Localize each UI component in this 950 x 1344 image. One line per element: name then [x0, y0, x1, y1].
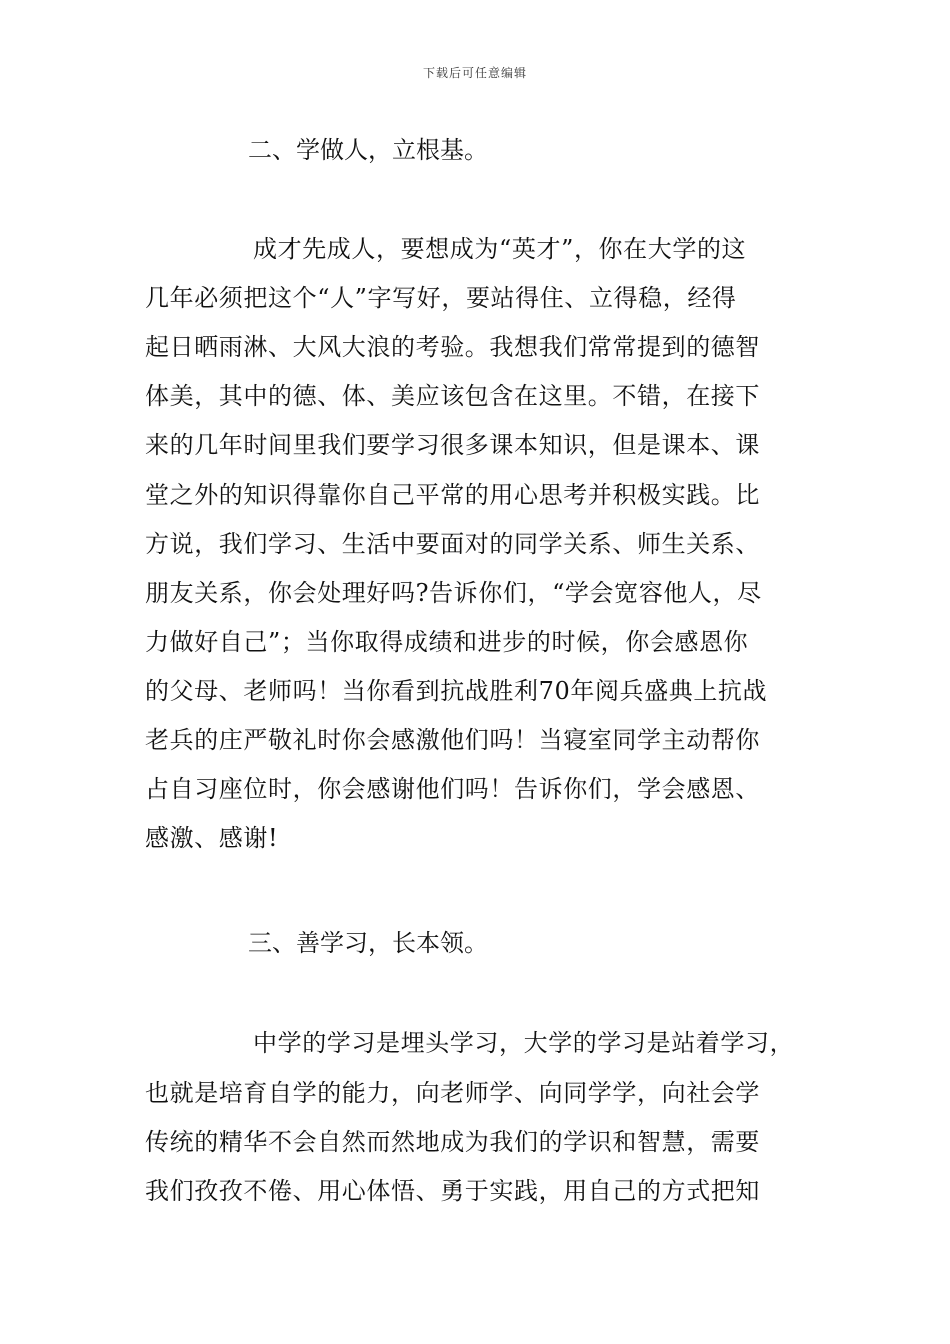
paragraph-line: 占自习座位时，你会感谢他们吗！告诉你们，学会感恩、	[145, 775, 760, 803]
paragraph-line: 的父母、老师吗！当你看到抗战胜利70年阅兵盛典上抗战	[145, 677, 768, 705]
paragraph-line: 感激、感谢!	[145, 824, 279, 852]
paragraph-line: 朋友关系，你会处理好吗?告诉你们，“学会宽容他人，尽	[145, 579, 762, 607]
section-2-heading: 二、学做人，立根基。	[248, 136, 488, 164]
paragraph-line: 老兵的庄严敬礼时你会感激他们吗！当寝室同学主动帮你	[145, 726, 760, 754]
paragraph-line: 也就是培育自学的能力，向老师学、向同学学，向社会学	[145, 1079, 760, 1107]
paragraph-line: 方说，我们学习、生活中要面对的同学关系、师生关系、	[145, 530, 760, 558]
paragraph-line: 中学的学习是埋头学习，大学的学习是站着学习，	[253, 1029, 795, 1057]
paragraph-line: 传统的精华不会自然而然地成为我们的学识和智慧，需要	[145, 1128, 760, 1156]
paragraph-line: 成才先成人，要想成为“英才”，你在大学的这	[253, 235, 747, 263]
paragraph-line: 力做好自己”；当你取得成绩和进步的时候，你会感恩你	[145, 628, 749, 656]
paragraph-line: 来的几年时间里我们要学习很多课本知识，但是课本、课	[145, 431, 760, 459]
paragraph-line: 几年必须把这个“人”字写好，要站得住、立得稳，经得	[145, 284, 737, 312]
paragraph-line: 起日晒雨淋、大风大浪的考验。我想我们常常提到的德智	[145, 333, 760, 361]
paragraph-line: 我们孜孜不倦、用心体悟、勇于实践，用自己的方式把知	[145, 1177, 760, 1205]
header-note: 下载后可任意编辑	[422, 66, 527, 80]
section-3-heading: 三、善学习，长本领。	[248, 929, 488, 957]
paragraph-line: 堂之外的知识得靠你自己平常的用心思考并积极实践。比	[145, 481, 760, 509]
paragraph-line: 体美，其中的德、体、美应该包含在这里。不错，在接下	[145, 382, 760, 410]
